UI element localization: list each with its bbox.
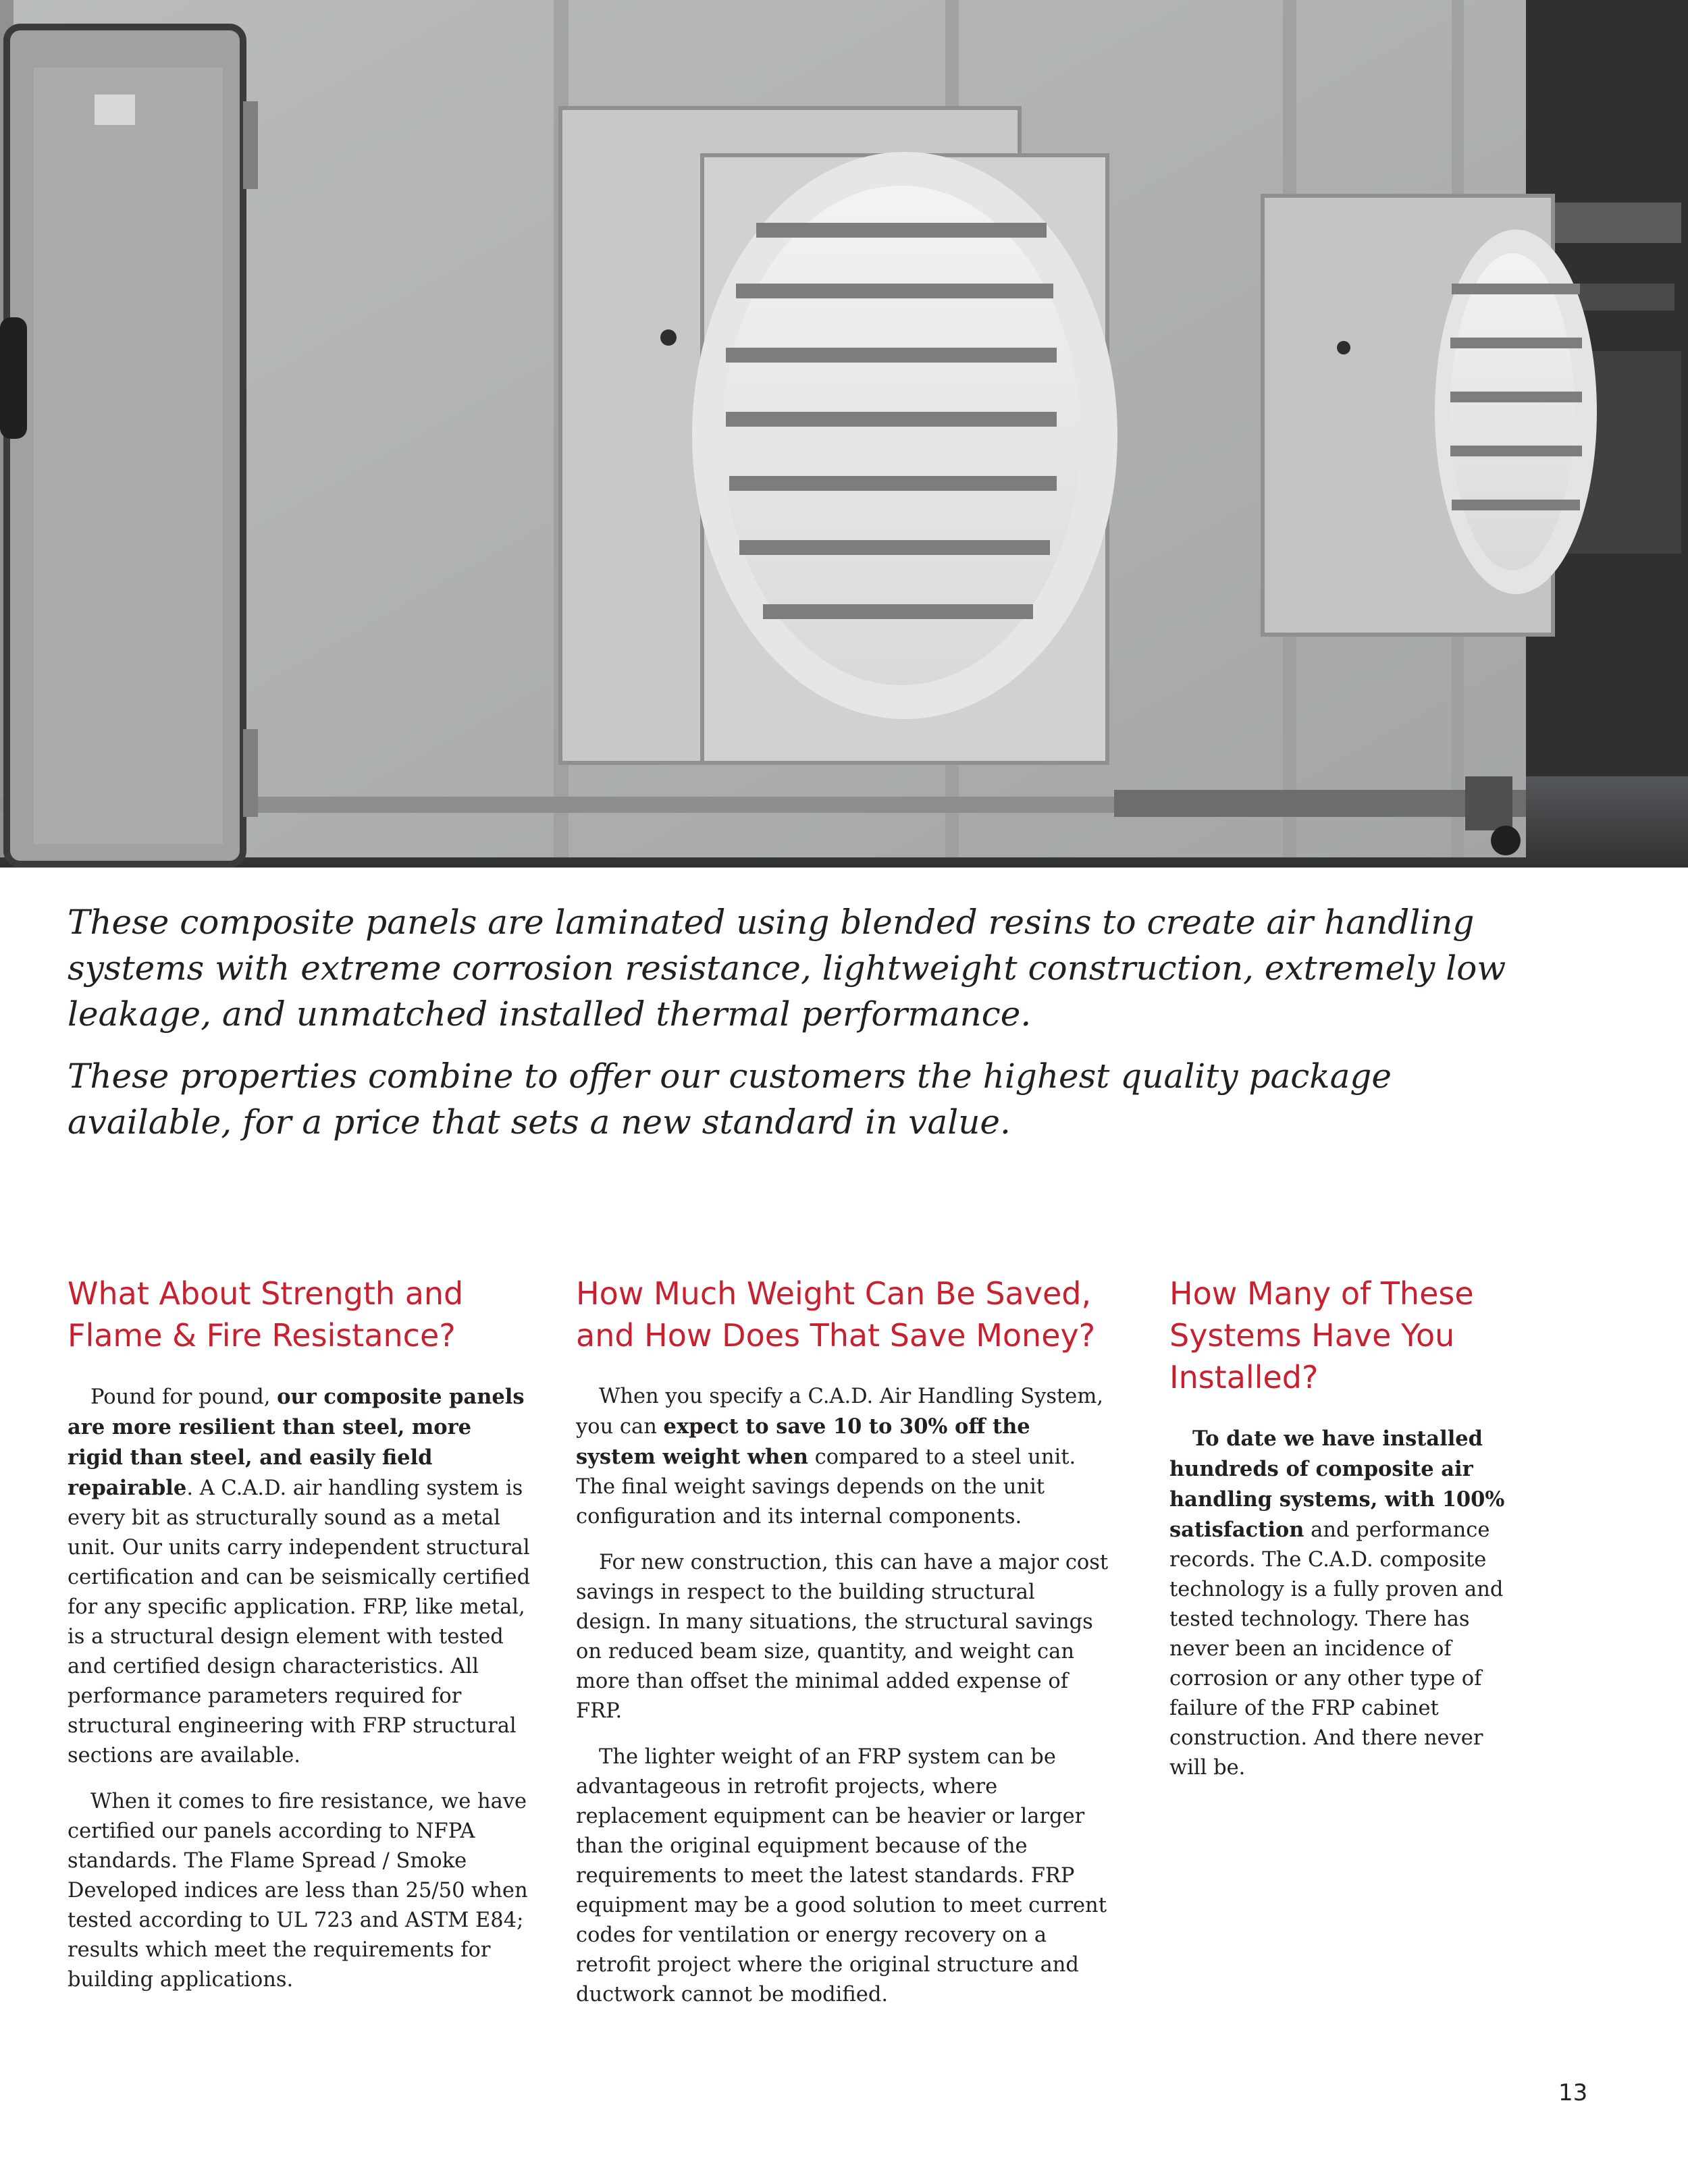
- column-body: [1169, 1424, 1521, 1783]
- intro-paragraph-1: These composite panels are laminated using blended resins to create air handling systems with extreme corrosion resistance, lightweight construction, extremely low leakage, and unmatched installed thermal performance.: [68, 903, 1506, 1034]
- paragraph: For new construction, this can have a major cost savings in respect to the building structural design. In many situations, the structural savings on reduced beam size, quantity, and weight can more than offset the minimal added expense of FRP.: [576, 1551, 1109, 1723]
- text-run: and performance records. The C.A.D. composite technology is a fully proven and tested technology. There has never been an incidence of corrosion or any other type of failure of the FRP cabinet construction. And there never will be.: [1169, 1518, 1504, 1780]
- paragraph: The lighter weight of an FRP system can be advantageous in retrofit projects, where replacement equipment can be heavier or larger than the original equipment because of the requirements to meet the latest standards. FRP equipment may be a good solution to meet current codes for ventilation or energy recovery on a retrofit project where the original structure and ductwork cannot be modified.: [576, 1745, 1107, 2006]
- paragraph: [68, 1382, 533, 1771]
- paragraph: When it comes to fire resistance, we have certified our panels according to NFPA standards. The Flame Spread / Smoke Developed indices are less than 25/50 when tested according to UL 723 and ASTM E84; results which meet the requirements for building applications.: [68, 1790, 528, 1992]
- column-strength: [68, 1273, 533, 2011]
- column-body: [576, 1382, 1109, 2010]
- column-body: [68, 1382, 533, 1995]
- heading-installed: How Many of These Systems Have You Installed?: [1169, 1275, 1474, 1395]
- heading-weight: How Much Weight Can Be Saved, and How Does That Save Money?: [576, 1275, 1096, 1354]
- bold-text: expect to save 10 to 30% off the system weight when: [576, 1414, 1030, 1469]
- text-run: When you specify a C.A.D. Air Handling System, you can: [576, 1385, 1103, 1439]
- column-installed: [1169, 1273, 1521, 1799]
- intro-text: [68, 899, 1539, 1161]
- paragraph: [576, 1382, 1109, 1532]
- heading-strength: What About Strength and Flame & Fire Resistance?: [68, 1275, 464, 1354]
- text-run: compared to a steel unit. The final weight savings depends on the unit configuration and its internal components.: [576, 1445, 1076, 1528]
- air-handling-unit-photo: [0, 0, 1688, 868]
- page-number: 13: [1558, 2079, 1588, 2106]
- text-run: Pound for pound,: [90, 1385, 278, 1409]
- intro-paragraph-2: These properties combine to offer our customers the highest quality package available, for a price that sets a new standard in value.: [68, 1057, 1392, 1142]
- column-weight: [576, 1273, 1109, 2026]
- paragraph: [1169, 1424, 1521, 1783]
- text-run: . A C.A.D. air handling system is every bit as structurally sound as a metal unit. Our units carry independent structural certification and can be seismically certified for any specific application. FRP, like metal, is a structural design element with tested and certified design characteristics. All performance parameters required for structural engineering with FRP structural sections are available.: [68, 1476, 531, 1767]
- bold-text: our composite panels are more resilient than steel, more rigid than steel, and easily field repairable: [68, 1385, 525, 1500]
- bold-text: To date we have installed hundreds of composite air handling systems, with 100% satisfaction: [1169, 1427, 1505, 1542]
- photo-illustration: [0, 0, 1688, 868]
